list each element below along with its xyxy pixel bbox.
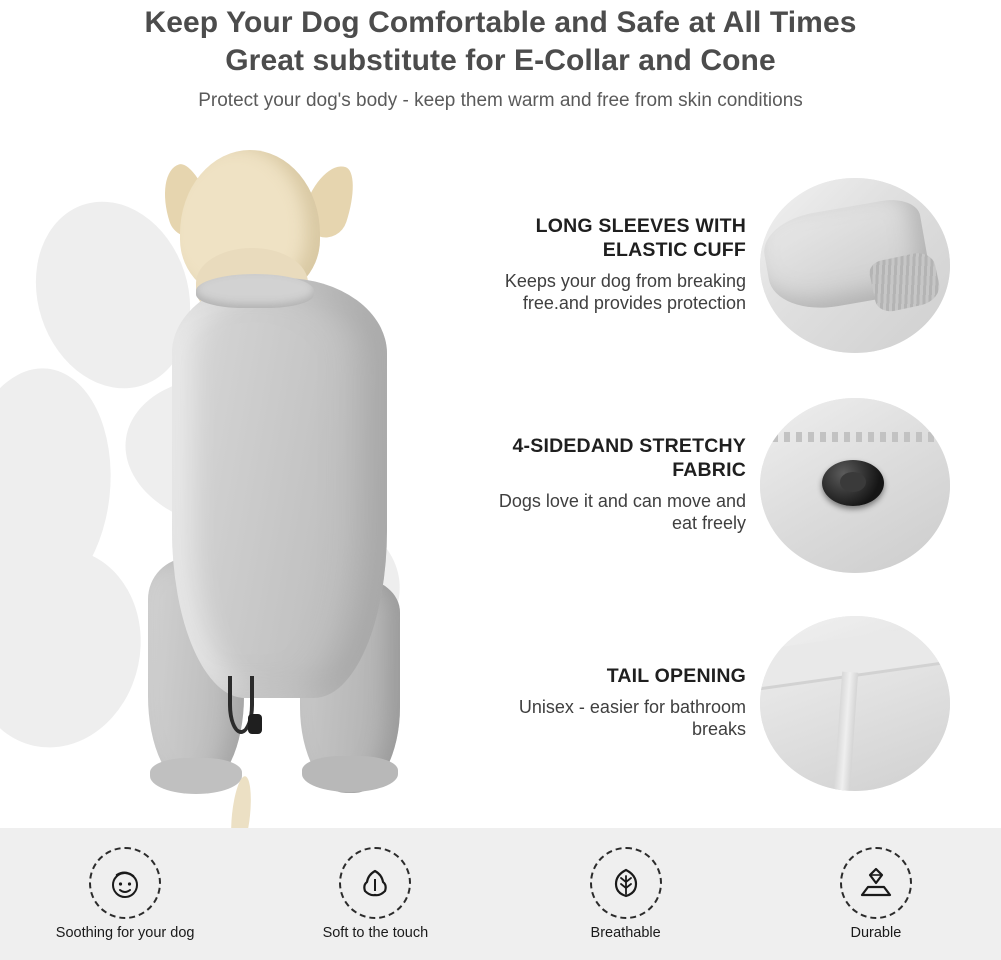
suit-body xyxy=(172,278,387,698)
feature-title: 4-SIDEDAND STRETCHY FABRIC xyxy=(512,435,746,482)
feature-text xyxy=(470,215,760,314)
header xyxy=(0,0,1001,128)
feature-list xyxy=(470,150,1001,828)
feature-description: Keeps your dog from breaking free.and provides protection xyxy=(504,270,746,313)
dog-illustration xyxy=(0,128,470,828)
benefit-item xyxy=(751,847,1001,941)
suit-collar xyxy=(196,274,314,308)
benefit-label: Durable xyxy=(850,925,902,941)
benefit-item xyxy=(250,847,500,941)
feature-item xyxy=(470,170,1001,360)
sleeve-cuff-closeup-icon xyxy=(760,178,950,353)
feature-description: Dogs love it and can move and eat freely xyxy=(498,490,746,533)
feature-text xyxy=(470,665,760,741)
cotton-flower-icon xyxy=(339,847,411,919)
benefit-label: Soothing for your dog xyxy=(55,925,195,941)
feature-description: Unisex - easier for bathroom breaks xyxy=(518,696,746,739)
feature-title: TAIL OPENING xyxy=(606,665,746,688)
feature-text xyxy=(470,435,760,534)
tail-opening-closeup-icon xyxy=(760,616,950,791)
benefits-strip xyxy=(0,828,1001,960)
benefit-item xyxy=(0,847,250,941)
dog-face-icon xyxy=(89,847,161,919)
feature-item xyxy=(470,390,1001,580)
subheadline: Protect your dog's body - keep them warm and free from skin conditions xyxy=(198,89,803,111)
headline-line-1: Keep Your Dog Comfortable and Safe at All Times xyxy=(144,6,857,39)
airflow-leaf-icon xyxy=(590,847,662,919)
suit-cuff-left xyxy=(150,758,242,794)
suit-cuff-right xyxy=(302,756,398,792)
benefit-item xyxy=(501,847,751,941)
product-photo xyxy=(0,128,470,828)
drawcord-toggle-icon xyxy=(248,714,262,734)
feature-item xyxy=(470,608,1001,798)
headline-line-2: Great substitute for E-Collar and Cone xyxy=(225,44,776,78)
benefit-label: Breathable xyxy=(590,925,661,941)
benefit-label: Soft to the touch xyxy=(322,925,429,941)
diamond-fabric-icon xyxy=(840,847,912,919)
snap-button-closeup-icon xyxy=(760,398,950,573)
feature-title: LONG SLEEVES WITH ELASTIC CUFF xyxy=(535,215,746,262)
